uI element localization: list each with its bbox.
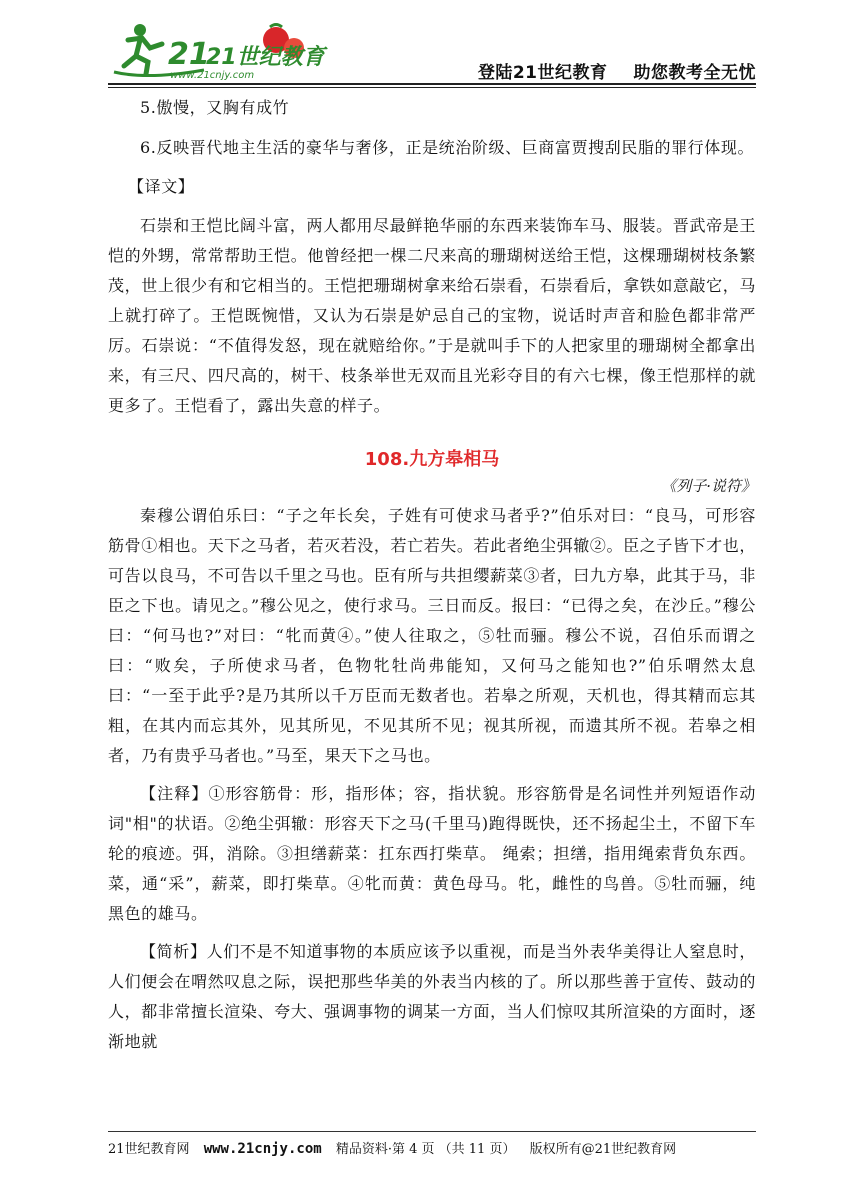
footer-copyright: 版权所有@21世纪教育网 [529, 1142, 677, 1157]
analysis-paragraph [108, 937, 756, 1057]
notes-paragraph [108, 779, 756, 929]
slogan-left: 登陆21世纪教育 [477, 63, 608, 83]
page-content [108, 92, 756, 1057]
header-divider [108, 83, 756, 85]
translation-text: 石崇和王恺比阔斗富，两人都用尽最鲜艳华丽的东西来装饰车马、服装。晋武帝是王恺的外甥，常常帮助王恺。他曾经把一棵二尺来高的珊瑚树送给王恺，这棵珊瑚树枝条繁茂，世上很少有和它相当的。王恺把珊瑚树拿来给石崇看，石崇看后，拿铁如意敲它，马上就打碎了。王恺既惋惜，又认为石崇是妒忌自己的宝物，说话时声音和脸色都非常严厉。石崇说：“不值得发怒，现在就赔给你。”于是就叫手下的人把家里的珊瑚树全都拿出来，有三尺、四尺高的，树干、枝条举世无双而且光彩夺目的有六七棵，像王恺那样的就更多了。王恺看了，露出失意的样子。 [108, 215, 756, 415]
translation-heading: 【译文】 [128, 177, 195, 196]
analysis-label: 【简析】 [140, 941, 207, 961]
article-source: 《列子·说符》 [661, 476, 756, 495]
footer-page-info: 精品资料·第 4 页 （共 11 页） [335, 1142, 516, 1157]
footer-url[interactable]: www.21cnjy.com [203, 1141, 322, 1157]
note-item-5: 5.傲慢，又胸有成竹 [140, 98, 290, 117]
footer-divider [108, 1131, 756, 1132]
logo-url-text: www.21cnjy.com [170, 70, 255, 81]
note-item-6: 6.反映晋代地主生活的豪华与奢侈，正是统治阶级、巨商富贾搜刮民脂的罪行体现。 [140, 137, 755, 157]
article-text: 秦穆公谓伯乐曰：“子之年长矣，子姓有可使求马者乎?”伯乐对曰：“良马，可形容筋骨①相也。天下之马者，若灭若没，若亡若失。若此者绝尘弭辙②。臣之子皆下才也，可告以良马，不可告以千里之马也。臣有所与共担缨薪菜③者，曰九方皋，此其于马，非臣之下也。请见之。”穆公见之，使行求马。三日而反。报曰：“已得之矣，在沙丘。”穆公曰：“何马也?”对曰：“牝而黄④。”使人往取之，⑤牡而骊。穆公不说，召伯乐而谓之曰：“败矣，子所使求马者，色物牝牡尚弗能知，又何马之能知也?”伯乐喟然太息曰：“一至于此乎?是乃其所以千万臣而无数者也。若皋之所观，天机也，得其精而忘其粗，在其内而忘其外，见其所见，不见其所不见；视其所视，而遗其所不视。若皋之相者，乃有贵乎马者也。”马至，果天下之马也。 [108, 505, 756, 765]
page-footer [108, 1138, 768, 1157]
svg-text:21: 21 [168, 37, 210, 72]
site-logo [108, 18, 325, 82]
page-header [108, 18, 756, 84]
analysis-text: 人们不是不知道事物的本质应该予以重视，而是当外表华美得让人窒息时，人们便会在喟然叹息之际，误把那些华美的外表当内核的了。所以那些善于宣传、鼓动的人，都非常擅长渲染、夸大、强调事物的调某一方面，当人们惊叹其所渲染的方面时，逐渐地就 [108, 941, 756, 1051]
header-slogan [478, 58, 756, 83]
notes-text: ①形容筋骨：形，指形体；容，指状貌。形容筋骨是名词性并列短语作动词"相"的状语。②绝尘弭辙：形容天下之马(千里马)跑得既快，还不扬起尘土，不留下车轮的痕迹。弭，消除。③担缮薪菜：扛东西打柴草。 绳索；担缮，指用绳索背负东西。菜，通“采”，薪菜，即打柴草。④牝而黄：黄色母马。牝，雌性的鸟兽。⑤牡而骊，纯黑色的雄马。 [108, 783, 757, 923]
notes-label: 【注释】 [140, 783, 209, 803]
article-title: 108.九方皋相马 [364, 448, 500, 470]
header-divider-thin [108, 87, 756, 88]
footer-site: 21世纪教育网 [108, 1142, 190, 1157]
slogan-right: 助您教考全无忧 [633, 63, 756, 83]
logo-text: 21世纪教育 [206, 45, 325, 70]
